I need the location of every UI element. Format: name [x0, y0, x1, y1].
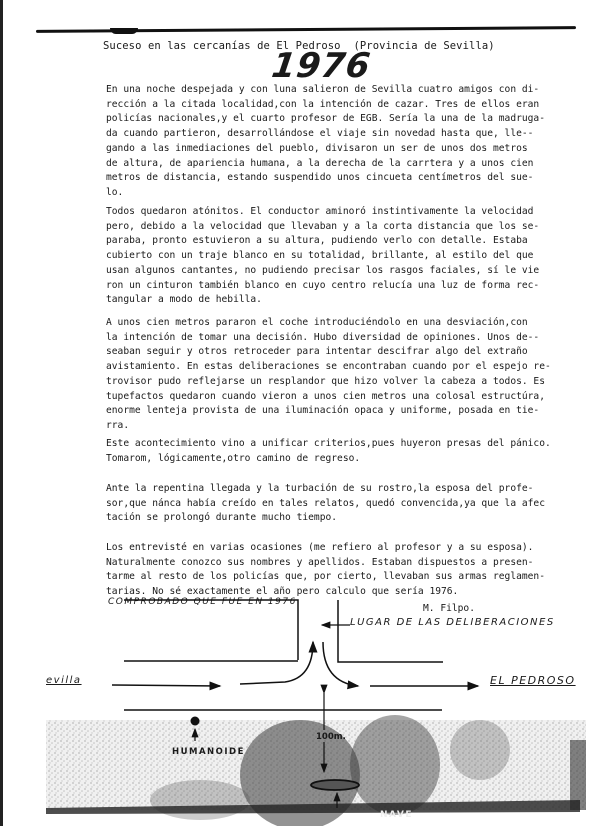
text-line: rra. — [106, 419, 130, 431]
text-line: Ante la repentina llegada y la turbación de su rostro,la esposa del profe- — [106, 483, 534, 494]
text-line: usan algunos cantantes, no pudiendo precisar los rasgos faciales, sí le vie — [106, 264, 540, 276]
label-lugar: LUGAR DE LAS DELIBERACIONES — [350, 617, 555, 628]
arrow-from-sevilla — [112, 685, 220, 686]
text-line: Tomarom, lógicamente,otro camino de regreso. — [106, 452, 361, 464]
text-line: paraba, pronto estuvieron a su altura, pudiendo verlo con detalle. Estaba — [106, 235, 528, 247]
humanoid-dot — [191, 717, 200, 726]
paragraph-4 — [106, 437, 566, 466]
text-line: cubierto con un traje blanco en su totalidad, brillante, al estilo del que — [106, 250, 534, 262]
ship-icon — [311, 780, 359, 790]
text-line: lo. — [106, 186, 124, 198]
text-line: rección a la citada localidad,con la intención de cazar. Tres de ellos eran — [106, 98, 540, 110]
text-line: tupefactos quedaron cuando vieron a unos cien metros una colosal estructúra, — [106, 390, 545, 402]
paragraph-2 — [106, 205, 566, 308]
text-line: pero, debido a la velocidad que llevaban y a la corta distancia que los se- — [106, 220, 540, 232]
text-line: tangular a modo de hebilla. — [106, 294, 262, 306]
paragraph-1 — [106, 83, 566, 201]
text-line: Todos quedaron atónitos. El conductor aminoró instintivamente la velocidad — [106, 206, 534, 217]
text-line: enorme lenteja provista de una iluminación opaca y uniforme, posada en tie- — [106, 405, 540, 417]
handwritten-year: 1976 — [269, 46, 374, 86]
text-line: Los entrevisté en varias ocasiones (me refiero al profesor y a su esposa). — [106, 542, 534, 553]
ink-blot — [110, 28, 138, 34]
text-line: trovisor pudo reflejarse un resplandor que hizo volver la cabeza a todos. Es — [106, 375, 545, 387]
label-nave: NAVE — [380, 810, 413, 820]
text-line: gando a las inmediaciones del pueblo, divisaron un ser de unos dos metros — [106, 142, 528, 154]
text-line: policías nacionales,y el cuarto profesor de EGB. Sería la una de la madruga- — [106, 113, 545, 125]
text-line: Este acontecimiento vino a unificar criterios,pues huyeron presas del pánico. — [106, 438, 551, 449]
text-line: avistamiento. En estas deliberaciones se encontraban cuando por el espejo re- — [106, 361, 551, 373]
paragraph-3 — [106, 316, 566, 434]
text-line: tarias. No sé exactamente el año pero calculo que sería 1976. — [106, 586, 459, 598]
paragraph-5 — [106, 482, 566, 526]
side-road — [124, 600, 298, 660]
signature: M. Filpo. — [423, 603, 475, 614]
label-el-pedroso: EL PEDROSO — [490, 674, 576, 687]
text-line: tación se prolongó durante mucho tiempo. — [106, 512, 338, 524]
text-line: sor,que nánca había creído en tales relatos, quedó convencida,ya que la afec — [106, 497, 545, 509]
text-line: En una noche despejada y con luna salieron de Sevilla cuatro amigos con di- — [106, 84, 540, 95]
text-line: A unos cien metros pararon el coche introduciéndolo en una desviación,con — [106, 317, 528, 328]
text-line: da cuando partieron, desarrollándose el viaje sin novedad hasta que, lle-- — [106, 128, 534, 140]
label-sevilla: evilla — [46, 675, 82, 686]
text-line: seaban seguir y otros retroceder para intentar descifrar algo del extraño — [106, 346, 528, 358]
arrow-into-side — [240, 642, 313, 684]
text-line: de altura, de apariencia humana, a la derecha de la carrtera y a unos cien — [106, 157, 534, 169]
label-distance: 100m. — [316, 732, 346, 742]
text-line: ron un cinturon también blanco en cuyo centro relucía una luz de forma rec- — [106, 279, 540, 291]
side-road-right — [338, 600, 443, 662]
handwritten-note: COMPROBADO QUE FUE EN 1976 — [108, 597, 297, 607]
document-title: Suceso en las cercanías de El Pedroso (Provincia de Sevilla) — [103, 40, 495, 52]
text-line: metros de distancia, estando suspendido unos cincueta centímetros del sue- — [106, 172, 534, 184]
arrow-out-side — [323, 642, 358, 686]
text-line: tarme al resto de los policías que, por cierto, llevaban sus armas reglamen- — [106, 571, 545, 583]
text-line: la intención de tomar una decisión. Hubo diversidad de opiniones. Unos de-- — [106, 331, 540, 343]
text-line: Naturalmente conozco sus nombres y apellidos. Estaban dispuestos a presen- — [106, 556, 534, 568]
label-humanoide: HUMANOIDE — [172, 747, 245, 757]
